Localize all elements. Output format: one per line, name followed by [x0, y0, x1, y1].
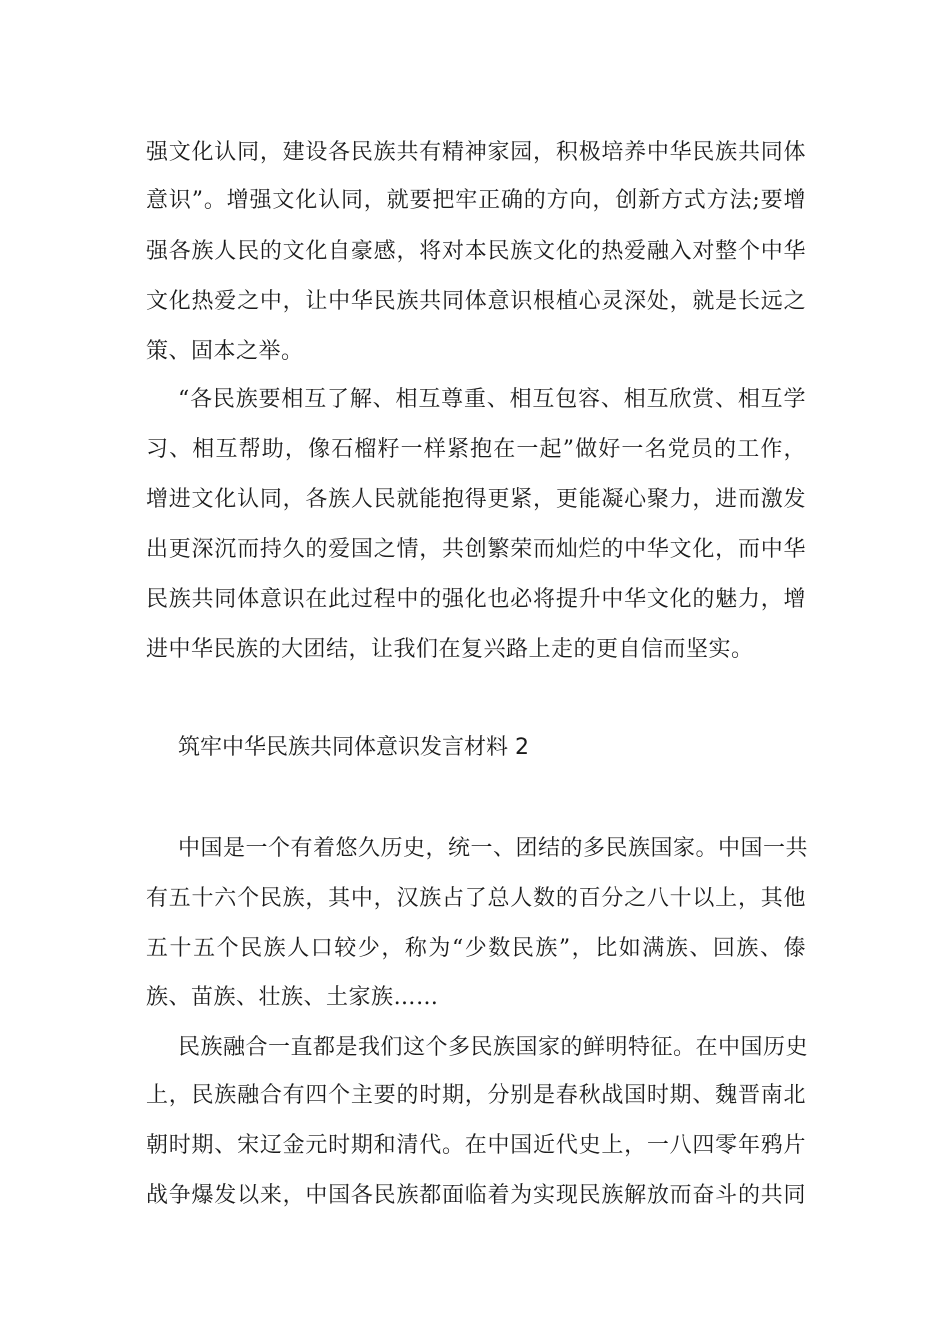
paragraph-line: 族、苗族、壮族、土家族…… — [146, 985, 439, 1010]
paragraph-line: 中国是一个有着悠久历史，统一、团结的多民族国家。中国一共 — [178, 836, 809, 861]
paragraph-line: 策、固本之举。 — [146, 339, 304, 364]
paragraph-line: 上，民族融合有四个主要的时期，分别是春秋战国时期、魏晋南北 — [146, 1083, 806, 1108]
paragraph-line: 强文化认同，建设各民族共有精神家园，积极培养中华民族共同体 — [146, 140, 806, 165]
paragraph-line: 强各族人民的文化自豪感，将对本民族文化的热爱融入对整个中华 — [146, 239, 806, 264]
paragraph-line: 增进文化认同，各族人民就能抱得更紧，更能凝心聚力，进而激发 — [146, 487, 806, 512]
paragraph-line: 战争爆发以来，中国各民族都面临着为实现民族解放而奋斗的共同 — [146, 1183, 806, 1208]
paragraph-line: 五十五个民族人口较少，称为“少数民族”，比如满族、回族、傣 — [146, 936, 806, 961]
paragraph-line: 有五十六个民族，其中，汉族占了总人数的百分之八十以上，其他 — [146, 886, 806, 911]
paragraph-line: 文化热爱之中，让中华民族共同体意识根植心灵深处，就是长远之 — [146, 289, 806, 314]
section-heading: 筑牢中华民族共同体意识发言材料 2 — [178, 735, 529, 760]
paragraph-line: 朝时期、宋辽金元时期和清代。在中国近代史上，一八四零年鸦片 — [146, 1133, 806, 1158]
paragraph-line: 意识”。增强文化认同，就要把牢正确的方向，创新方式方法;要增 — [146, 188, 806, 213]
paragraph-line: 民族共同体意识在此过程中的强化也必将提升中华文化的魅力，增 — [146, 587, 806, 612]
paragraph-line: “各民族要相互了解、相互尊重、相互包容、相互欣赏、相互学 — [178, 387, 806, 412]
paragraph-line: 习、相互帮助，像石榴籽一样紧抱在一起”做好一名党员的工作， — [146, 437, 806, 462]
paragraph-line: 出更深沉而持久的爱国之情，共创繁荣而灿烂的中华文化，而中华 — [146, 537, 806, 562]
paragraph-line: 进中华民族的大团结，让我们在复兴路上走的更自信而坚实。 — [146, 637, 754, 662]
paragraph-line: 民族融合一直都是我们这个多民族国家的鲜明特征。在中国历史 — [178, 1035, 809, 1060]
